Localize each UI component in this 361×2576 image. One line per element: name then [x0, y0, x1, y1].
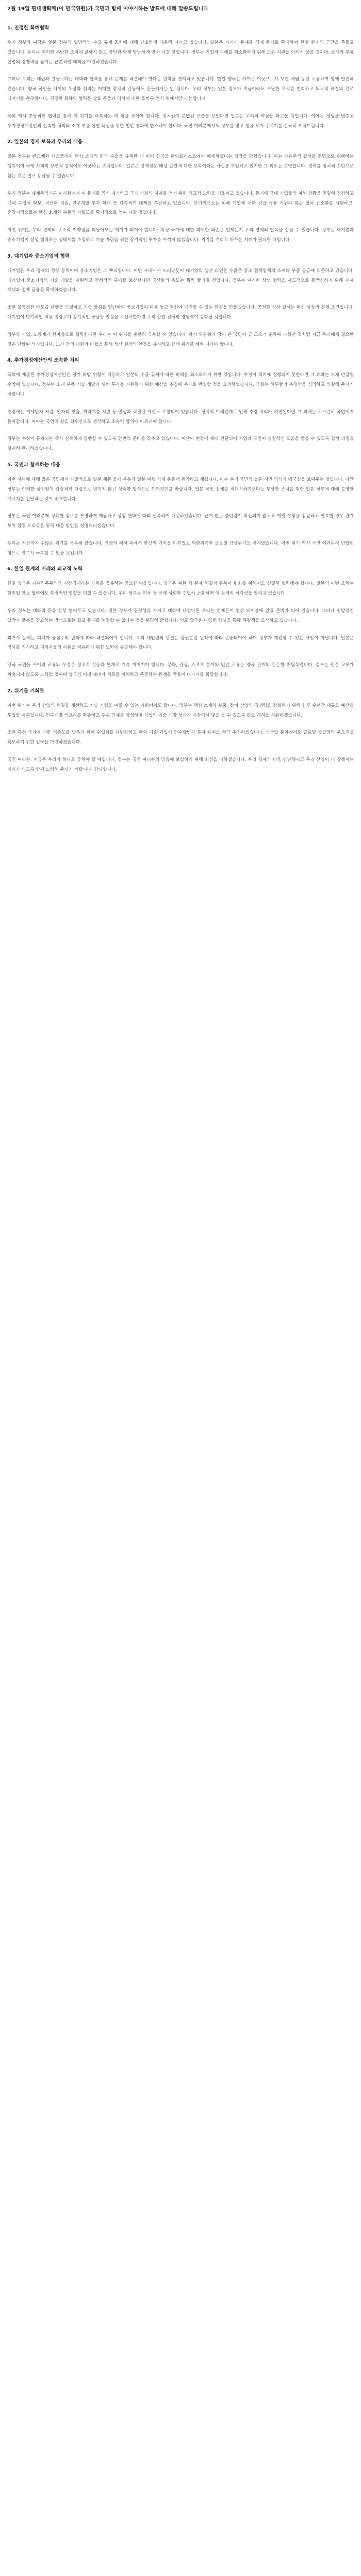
- section-heading: 6. 한일 관계의 미래와 외교적 노력: [7, 566, 83, 572]
- section: [7, 25, 354, 131]
- paragraph: 대기업은 우리 경제의 성장 동력이며 중소기업은 그 뿌리입니다. 이번 사태에서 드러났듯이 대기업의 생산 라인은 수많은 중소 협력업체의 소재와 부품 공급에 의존하고 있습니다. 대기업이 중소기업의 기술 개발을 지원하고 안정적인 구매를 보장한다면 국산화의 속도는 훨씬 빨라질 것입니다. 정부는 이러한 상생 협력을 제도적으로 뒷받침하기 위해 세제 혜택과 정책 금융을 확대하겠습니다.: [7, 268, 354, 293]
- section: [7, 688, 354, 775]
- paragraph: 추경에는 미세먼지 저감, 일자리 창출, 취약계층 지원 등 민생과 직결된 예산도 포함되어 있습니다. 정치적 이해관계로 인해 추경 처리가 지연된다면 그 피해는 고스란히 국민에게 돌아갑니다. 여야는 국민의 삶을 최우선으로 생각하고 조속히 합의에 이르러야 합니다.: [7, 409, 354, 425]
- document-title: 7월 19일 편대생략체(이 민국위원)가 국민과 함께 이야기하는 발표에 대해 말씀드립니다: [7, 6, 208, 12]
- paragraph: 또한 불공정한 하도급 관행을 근절하고 기술 탈취를 엄단하여 중소기업이 마음 놓고 혁신에 매진할 수 있는 환경을 만들겠습니다. 공정한 시장 질서는 혁신 성장의 전제 조건입니다. 대기업이 단기적인 비용 절감보다 장기적인 공급망 안정을 우선시한다면 우리 산업 전체의 경쟁력이 강화될 것입니다.: [7, 305, 354, 320]
- paragraph: 정부와 기업, 노동계가 한마음으로 협력한다면 우리는 이 위기를 충분히 극복할 수 있습니다. 과거 외환위기 당시 온 국민이 금 모으기 운동에 나섰던 것처럼 지금 우리에게 필요한 것은 단합된 의지입니다. 노사 간의 대화와 타협을 통해 생산 현장의 안정을 유지하고 함께 위기를 헤쳐 나가야 합니다.: [7, 332, 354, 347]
- section: [7, 253, 354, 350]
- paragraph: 정부는 추경이 통과되는 즉시 신속하게 집행할 수 있도록 만반의 준비를 갖추고 있습니다. 예산이 현장에 제때 전달되어 기업과 국민이 실질적인 도움을 받을 수 있도록 집행 과정을 철저히 관리하겠습니다.: [7, 436, 354, 452]
- section: [7, 462, 354, 558]
- paragraph: 양국 국민들 사이의 교류와 우정은 정치적 갈등과 별개로 계속 이어져야 합니다. 문화, 관광, 스포츠 분야의 민간 교류는 양국 관계의 든든한 버팀목입니다. 정부는 민간 교류가 위축되지 않도록 노력할 것이며 양국의 미래 세대가 서로를 이해하고 존중하는 관계를 만들어 나가기를 희망합니다.: [7, 663, 354, 678]
- paragraph: 정부는 국민 여러분께 정확한 정보를 투명하게 제공하고 상황 변화에 따라 신속하게 대응하겠습니다. 근거 없는 불안감이 확산되지 않도록 매일 상황을 점검하고 필요한 경우 관계 부처 합동 브리핑을 통해 대응 방안을 설명드리겠습니다.: [7, 514, 354, 529]
- paragraph: 우리 정부는 세계무역기구 이사회에서 이 문제를 공식 제기하고 국제 사회의 지지를 얻기 위한 외교적 노력을 기울이고 있습니다. 동시에 국내 기업들의 피해 상황을 면밀히 점검하고 대체 수입처 확보, 국산화 지원, 연구개발 투자 확대 등 다각적인 대책을 추진하고 있습니다. 단기적으로는 피해 기업에 대한 긴급 금융 지원과 통관 절차 간소화를 시행하고, 중장기적으로는 핵심 소재와 부품의 자립도를 획기적으로 높여 나갈 것입니다.: [7, 191, 354, 216]
- paragraph: 국회 역시 초당적인 협력을 통해 이 위기를 극복하는 데 힘을 모아야 합니다. 정치권이 분열된 모습을 보인다면 일본은 우리의 약점을 파고들 것입니다. 여야는 정쟁을 멈추고 추가경정예산안의 신속한 처리와 소재 부품 산업 육성을 위한 법안 통과에 협조해야 합니다. 국민 여러분께서도 정부를 믿고 힘을 모아 주시기를 간곡히 부탁드립니다.: [7, 113, 354, 129]
- section: [7, 566, 354, 680]
- press-release: [7, 5, 354, 783]
- paragraph: 이번 사태에 대해 많은 국민께서 자발적으로 일본 제품 불매 운동과 일본 여행 자제 운동에 동참하고 계십니다. 이는 우리 국민의 높은 시민 의식과 애국심을 보여주는 것입니다. 다만 정부는 이러한 움직임이 감정적인 대립으로 번지지 않고 성숙한 방식으로 이어지기를 바랍니다. 일본 국민 전체를 적대시하기보다는 부당한 조치를 취한 일본 정부에 대해 분명한 메시지를 전달하는 것이 중요합니다.: [7, 477, 354, 502]
- paragraph: 또한 특정 국가에 대한 의존도를 낮추기 위해 수입처를 다변화하고 해외 기술 기업의 인수합병과 투자 유치도 적극 추진하겠습니다. 신산업 분야에서도 글로벌 공급망의 주도권을 확보하기 위한 전략을 마련하겠습니다.: [7, 730, 354, 745]
- paragraph: 이번 위기는 우리 경제의 구조적 취약점을 되돌아보는 계기가 되어야 합니다. 특정 국가에 대한 과도한 의존은 언제든지 우리 경제의 발목을 잡을 수 있습니다. 정부는 대기업과 중소기업이 상생 협력하는 생태계를 조성하고 기술 자립을 위한 장기적인 투자를 아끼지 않겠습니다. 위기를 기회로 바꾸는 지혜가 필요한 때입니다.: [7, 228, 354, 243]
- paragraph: 우리는 지금까지 수많은 위기를 극복해 왔습니다. 전쟁의 폐허 속에서 한강의 기적을 이루었고 외환위기와 글로벌 금융위기도 이겨냈습니다. 이번 위기 역시 국민 여러분의 단합된 힘으로 반드시 극복할 수 있을 것입니다.: [7, 540, 354, 556]
- section: [7, 139, 354, 245]
- paragraph: 우리 정부는 대화의 문을 항상 열어두고 있습니다. 일본 정부가 진정성을 가지고 대화에 나선다면 우리는 언제든지 협상 테이블에 앉을 준비가 되어 있습니다. 그러나 일방적인 압박과 굴복을 강요하는 방식으로는 결코 문제를 해결할 수 없다는 점을 분명히 밝힙니다. 외교 당국은 다양한 채널을 통해 해결책을 모색하고 있습니다.: [7, 608, 354, 623]
- paragraph: 과거사 문제는 피해자 중심주의 원칙에 따라 해결되어야 합니다. 우리 대법원의 판결은 삼권분립 원칙에 따라 존중되어야 하며 정부가 개입할 수 있는 사안이 아닙니다. 일본은 역사를 직시하고 피해자들의 아픔을 치유하기 위한 노력에 동참해야 합니다.: [7, 635, 354, 651]
- section-heading: 7. 위기를 기회로: [7, 688, 44, 694]
- paragraph: 일본 정부는 반도체와 디스플레이 핵심 소재의 한국 수출을 규제한 데 이어 한국을 화이트리스트에서 배제하겠다는 입장을 밝혔습니다. 이는 자유무역 질서를 정면으로 위배하는 행위이며 국제 사회의 보편적 원칙에도 어긋나는 조치입니다. 일본은 강제징용 배상 판결에 대한 보복이라는 사실을 부인하고 있지만 그 의도는 분명합니다. 경제를 정치의 수단으로 삼는 것은 결코 용납될 수 없습니다.: [7, 154, 354, 179]
- paragraph: 우리 정부와 여당은 일본 정부의 일방적인 수출 규제 조치에 대해 단호하게 대응해 나가고 있습니다. 일본은 과거사 문제를 경제 문제로 확대하며 한일 관계의 근간을 흔들고 있습니다. 우리는 이러한 부당한 조치에 굴하지 않고 국민과 함께 당당하게 맞서 나갈 것입니다. 정부는 기업의 피해를 최소화하기 위해 모든 지원을 아끼지 않을 것이며, 소재와 부품 산업의 경쟁력을 높이는 근본적인 대책을 마련하겠습니다.: [7, 40, 354, 65]
- section-heading: 1. 진정한 화해협력: [7, 25, 50, 31]
- sections-container: [7, 25, 354, 775]
- section-heading: 4. 추가경정예산안의 조속한 처리: [7, 358, 79, 364]
- paragraph: 국민 여러분, 지금은 우리가 하나로 뭉쳐야 할 때입니다. 정부는 국민 여러분의 믿음에 보답하기 위해 최선을 다하겠습니다. 우리 경제가 더욱 단단해지고 우리 산업이 더 강해지는 계기가 되도록 함께 노력해 주시기 바랍니다. 감사합니다.: [7, 757, 354, 772]
- paragraph: 그러나 우리는 대립과 갈등보다는 대화와 협력을 통해 문제를 해결해야 한다는 원칙을 견지하고 있습니다. 한일 양국은 가까운 이웃으로서 오랜 세월 동안 교류하며 함께 발전해 왔습니다. 양국 국민들 사이의 우정과 신뢰는 어떠한 정치적 갈등에도 흔들려서는 안 됩니다. 우리 정부는 일본 정부가 지금이라도 부당한 조치를 철회하고 외교적 해결의 길로 나서기를 촉구합니다. 진정한 화해와 협력은 상호 존중과 역사에 대한 올바른 인식 위에서만 가능합니다.: [7, 77, 354, 101]
- paragraph: 국회에 제출된 추가경정예산안은 경기 하방 위험에 대응하고 일본의 수출 규제에 따른 피해를 최소화하기 위한 것입니다. 추경이 적기에 집행되지 못한다면 그 효과는 크게 반감될 수밖에 없습니다. 정부는 소재 부품 기술 개발과 설비 투자를 지원하기 위한 예산을 추경에 추가로 반영할 것을 요청하였습니다. 국회는 하루빨리 추경안을 심의하고 의결해 주시기 바랍니다.: [7, 372, 354, 397]
- section-heading: 5. 국민과 함께하는 대응: [7, 462, 60, 468]
- section-heading: 3. 대기업과 중소기업의 협력: [7, 253, 70, 259]
- section: [7, 357, 354, 454]
- section-heading: 2. 일본의 경제 보복과 우리의 대응: [7, 139, 83, 145]
- paragraph: 이번 위기는 우리 산업의 체질을 개선하고 기술 자립을 이룰 수 있는 기회이기도 합니다. 정부는 핵심 소재와 부품, 장비 산업의 경쟁력을 강화하기 위해 향후 수년간 대규모 예산을 투입할 계획입니다. 연구개발 인프라를 확충하고 우수 인재를 양성하며 기업의 기술 개발 성과가 시장에서 빛을 볼 수 있도록 판로 개척을 지원하겠습니다.: [7, 703, 354, 718]
- paragraph: 한일 양국은 자유민주주의와 시장경제라는 가치를 공유하는 중요한 이웃입니다. 양국은 북한 핵 문제 해결과 동북아 평화를 위해서도 긴밀히 협력해야 합니다. 일본의 이번 조치는 한미일 안보 협력에도 부정적인 영향을 미칠 수 있습니다. 우리 정부는 미국 등 국제 사회와 긴밀히 소통하며 이 문제의 심각성을 알리고 있습니다.: [7, 581, 354, 597]
